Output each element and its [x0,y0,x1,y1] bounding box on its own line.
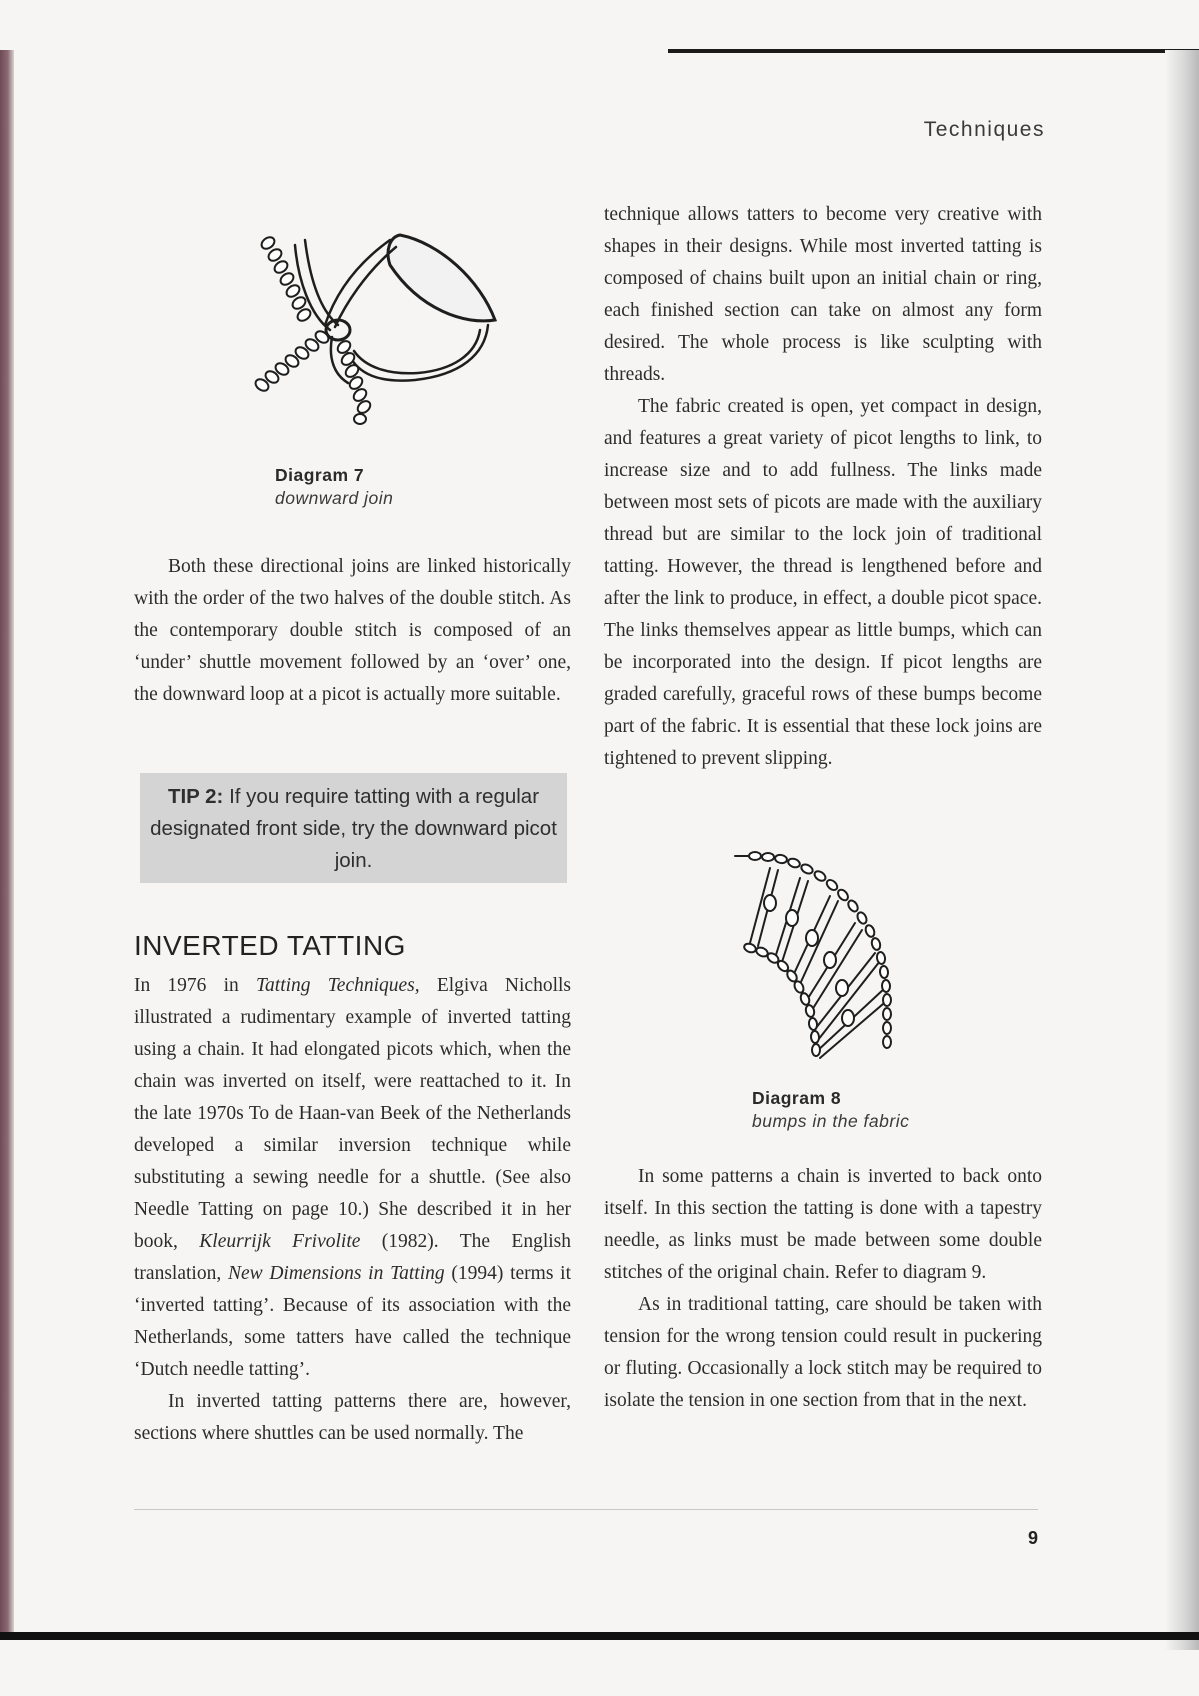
diagram-7-illustration [240,225,510,450]
book-title: Kleurrijk Frivolite [199,1231,361,1252]
diagram-8-caption [752,1087,909,1133]
diagram-7-description: downward join [275,488,394,508]
left-column-bottom [134,970,571,1450]
right-column-top [604,199,1042,775]
tip-box [140,773,567,883]
diagram-7-caption [275,464,393,510]
diagram-8-illustration [730,848,940,1073]
text-run: (1982). The English translation, [134,1231,571,1284]
paragraph [134,970,571,1386]
running-head: Techniques [923,118,1045,141]
paragraph: Both these directional joins are linked historically with the order of the two halves of the double stitch. As the contemporary double stitch is composed of an ‘under’ shuttle movement followed by an ‘over’ one, the downward loop at a picot is actually more suitable. [134,556,571,705]
book-title: Tatting Techniques, [255,975,420,996]
page-edge-shadow [1165,50,1199,1650]
text-run: (1994) terms it ‘inverted tatting’. Because of its association with the Netherlands, some tatters have called the technique ‘Dutch needle tatting’. [134,1263,571,1380]
text-run: Elgiva Nicholls illustrated a rudimentary example of inverted tatting using a chain. It had elongated picots which, when the chain was inverted on itself, were reattached to it. In the late 1970s To de Haan-van Beek of the Netherlands developed a similar inversion technique while substituting a sewing needle for a shuttle. (See also Needle Tatting on page 10.) She described it in her book, [134,975,571,1252]
paragraph: In some patterns a chain is inverted to back onto itself. In this section the tatting is done with a tapestry needle, as links must be made between some double stitches of the original chain. Refer to diagram 9. [604,1166,1042,1283]
section-heading: INVERTED TATTING [134,930,406,961]
book-title: New Dimensions in Tatting [227,1263,445,1284]
page-number: 9 [1027,1528,1038,1548]
binding-edge [0,50,14,1640]
paragraph: As in traditional tatting, care should be taken with tension for the wrong tension could result in puckering or fluting. Occasionally a lock stitch may be required to isolate the tension in one section from that in the next. [604,1294,1042,1411]
tip-label: TIP 2: [167,785,224,808]
paragraph: technique allows tatters to become very creative with shapes in their designs. While most inverted tatting is composed of chains built upon an initial chain or ring, each finished section can take on almost any form desired. The whole process is like sculpting with threads. [604,204,1042,385]
text-run: In 1976 in [134,975,256,996]
diagram-8-number: Diagram 8 [752,1088,842,1108]
diagram-8-description: bumps in the fabric [752,1111,910,1131]
top-rule [668,49,1199,53]
left-column-top [134,551,571,711]
paragraph: The fabric created is open, yet compact in design, and features a great variety of picot lengths to link, to increase size and to add fullness. The links made between most sets of picots are made with the auxiliary thread but are similar to the lock join of traditional tatting. However, the thread is lengthened before and after the link to produce, in effect, a double picot space. The links themselves appear as little bumps, which can be incorporated into the design. If picot lengths are graded carefully, graceful rows of these bumps become part of the fabric. It is essential that these lock joins are tightened to prevent slipping. [604,396,1042,769]
footer-rule [134,1509,1038,1510]
diagram-7-number: Diagram 7 [275,465,365,485]
tip-text: If you require tatting with a regular designated front side, try the downward picot join. [150,785,557,872]
paragraph: In inverted tatting patterns there are, however, sections where shuttles can be used normally. The [134,1391,571,1444]
bottom-edge [0,1632,1199,1640]
right-column-bottom [604,1161,1042,1417]
